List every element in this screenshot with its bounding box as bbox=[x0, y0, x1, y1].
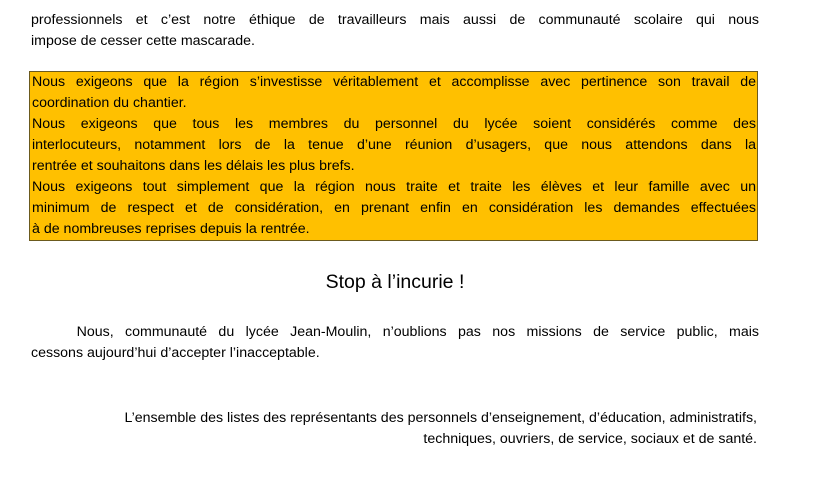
body-paragraph bbox=[31, 322, 759, 364]
demands-paragraph bbox=[32, 72, 756, 240]
demand-2-line-2: interlocuteurs, notamment lors de la tenue d’une réunion d’usagers, que nous attendons dans la bbox=[32, 137, 756, 153]
intro-line-2: impose de cesser cette mascarade. bbox=[31, 33, 255, 49]
section-title: Stop à l’incurie ! bbox=[325, 271, 465, 293]
demand-1-line-1: Nous exigeons que la région s’investisse véritablement et accomplisse avec pertinence son travail de bbox=[32, 74, 756, 90]
demand-3-line-3: à de nombreuses reprises depuis la rentrée. bbox=[32, 221, 310, 237]
demand-2-line-3: rentrée et souhaitons dans les délais les plus brefs. bbox=[32, 158, 355, 174]
intro-line-1: professionnels et c’est notre éthique de travailleurs mais aussi de communauté scolaire qui nous bbox=[31, 12, 759, 28]
signature-line-1: L’ensemble des listes des représentants des personnels d’enseignement, d’éducation, administratifs, bbox=[124, 410, 757, 426]
demand-3-line-2: minimum de respect et de considération, en prenant enfin en considération les demandes effectuées bbox=[32, 200, 756, 216]
demand-1-line-2: coordination du chantier. bbox=[32, 95, 187, 111]
demand-2-line-1: Nous exigeons que tous les membres du personnel du lycée soient considérés comme des bbox=[32, 116, 756, 132]
body-line-2: cessons aujourd’hui d’accepter l’inacceptable. bbox=[31, 345, 320, 361]
demand-3-line-1: Nous exigeons tout simplement que la région nous traite et traite les élèves et leur famille avec un bbox=[32, 179, 756, 195]
signature-block bbox=[125, 408, 758, 450]
body-line-1: Nous, communauté du lycée Jean-Moulin, n’oublions pas nos missions de service public, mais bbox=[31, 324, 759, 340]
signature-line-2: techniques, ouvriers, de service, sociaux et de santé. bbox=[423, 431, 757, 447]
intro-paragraph bbox=[31, 10, 759, 52]
